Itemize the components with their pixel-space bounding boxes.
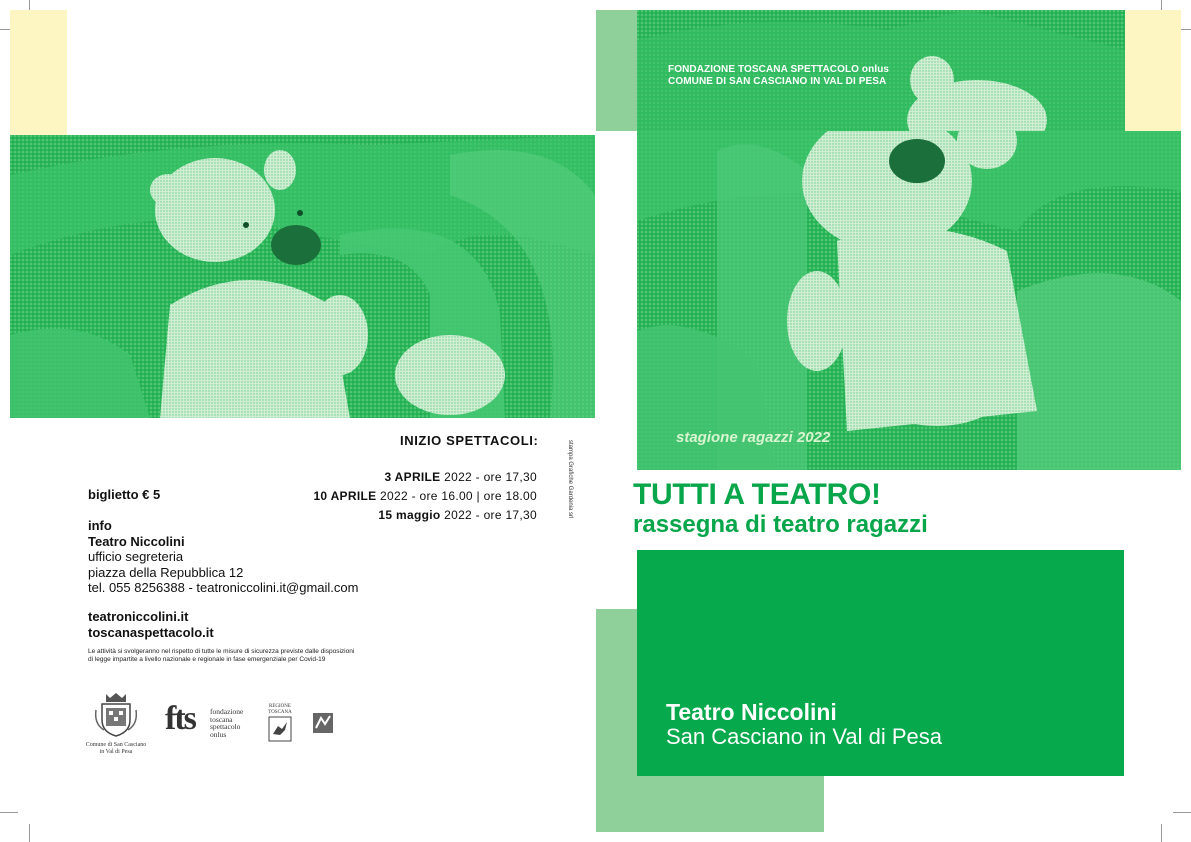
crop-mark bbox=[0, 812, 18, 813]
websites bbox=[88, 609, 214, 641]
schedule-row: 3 APRILE 2022 - ore 17,30 bbox=[384, 470, 537, 484]
regione-toscana-logo: REGIONE TOSCANA bbox=[266, 704, 294, 744]
info-office: ufficio segreteria bbox=[88, 549, 184, 564]
info-heading: info bbox=[88, 518, 112, 533]
schedule-row: 10 APRILE 2022 - ore 16.00 | ore 18.00 bbox=[313, 489, 537, 503]
comune-logo: Comune di San Casciano in Val di Pesa bbox=[92, 690, 140, 760]
page-subtitle: rassegna di teatro ragazzi bbox=[633, 511, 928, 538]
teddy-bear-photo-main bbox=[637, 131, 1181, 470]
pegasus-icon bbox=[268, 716, 292, 742]
venue-name: Teatro Niccolini bbox=[666, 699, 837, 725]
crop-mark bbox=[1173, 812, 1191, 813]
info-block bbox=[88, 518, 408, 596]
season-label: stagione ragazzi 2022 bbox=[676, 429, 831, 446]
website-link[interactable]: teatroniccolini.it bbox=[88, 609, 189, 624]
ministry-icon bbox=[312, 712, 334, 734]
venue-panel bbox=[637, 550, 1124, 776]
organizers bbox=[668, 64, 889, 88]
info-contact: tel. 055 8256388 - teatroniccolini.it@gmail.com bbox=[88, 580, 359, 595]
page-title: TUTTI A TEATRO! bbox=[633, 478, 881, 511]
accent-block-yellow bbox=[1125, 10, 1181, 131]
organizer-fts: FONDAZIONE TOSCANA SPETTACOLO onlus bbox=[668, 64, 890, 75]
teddy-bear-photo bbox=[10, 135, 595, 418]
printer-credit: stampa Grafiche Gardenia srl bbox=[567, 440, 573, 519]
schedule-list bbox=[240, 468, 537, 525]
title-box bbox=[625, 470, 1073, 550]
showtimes-heading: INIZIO SPETTACOLI: bbox=[400, 433, 539, 448]
mic-logo bbox=[312, 712, 334, 734]
venue-city: San Casciano in Val di Pesa bbox=[666, 724, 942, 749]
coat-of-arms-icon bbox=[92, 690, 140, 738]
ticket-price: biglietto € 5 bbox=[88, 487, 161, 502]
fts-logo: fts fondazione toscana spettacolo onlus bbox=[165, 700, 244, 739]
accent-block-yellow bbox=[10, 10, 67, 136]
accent-block-light-green bbox=[596, 10, 637, 131]
covid-disclaimer: Le attività si svolgeranno nel rispetto di tutte le misure di sicurezza previste dalle disposizioni di legge impartite a livello nazionale e regionale in fase emergenziale per Covid-19 bbox=[88, 648, 355, 663]
crop-mark bbox=[1161, 824, 1162, 842]
crop-mark bbox=[29, 824, 30, 842]
website-link[interactable]: toscanaspettacolo.it bbox=[88, 625, 214, 640]
info-venue: Teatro Niccolini bbox=[88, 533, 185, 549]
info-address: piazza della Repubblica 12 bbox=[88, 564, 244, 580]
schedule-row: 15 maggio 2022 - ore 17,30 bbox=[378, 508, 537, 522]
organizer-comune: COMUNE DI SAN CASCIANO IN VAL DI PESA bbox=[668, 76, 887, 87]
